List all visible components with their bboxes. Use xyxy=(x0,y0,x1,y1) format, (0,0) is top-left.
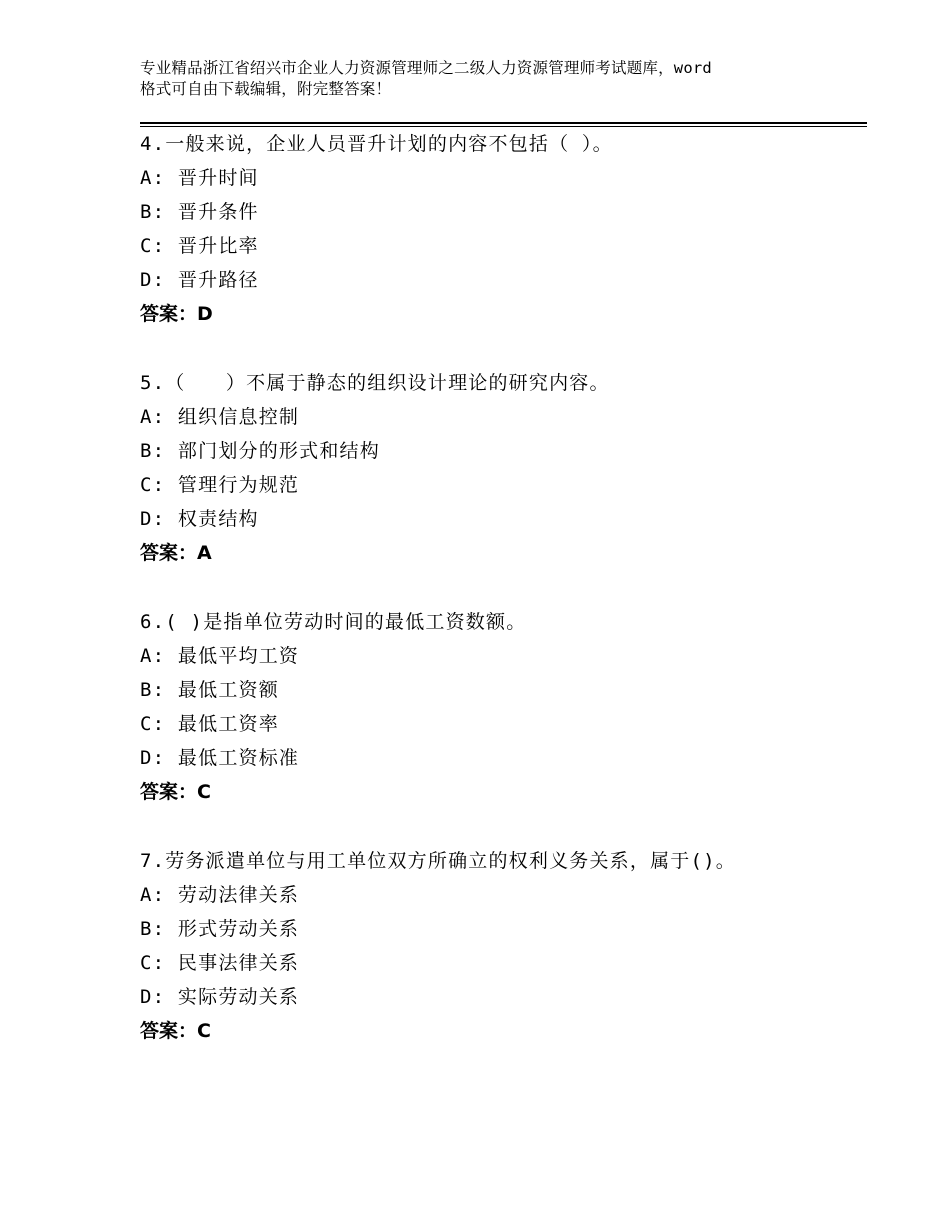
header-line-2: 格式可自由下载编辑，附完整答案！ xyxy=(140,80,392,98)
question-7 xyxy=(140,844,867,1048)
question-stem: 7.劳务派遣单位与用工单位双方所确立的权利义务关系，属于()。 xyxy=(140,850,736,872)
question-5 xyxy=(140,366,867,570)
answer-label: 答案：C xyxy=(140,1020,211,1042)
document-header xyxy=(140,58,840,100)
answer-label: 答案：A xyxy=(140,542,212,564)
option-c: C: 管理行为规范 xyxy=(140,474,300,496)
option-b: B: 最低工资额 xyxy=(140,679,279,701)
option-d: D: 晋升路径 xyxy=(140,269,259,291)
option-b: B: 晋升条件 xyxy=(140,201,259,223)
option-d: D: 权责结构 xyxy=(140,508,259,530)
question-stem: 4.一般来说，企业人员晋升计划的内容不包括（ ）。 xyxy=(140,133,613,155)
answer-label: 答案：C xyxy=(140,781,211,803)
option-b: B: 部门划分的形式和结构 xyxy=(140,440,380,462)
header-divider-thick xyxy=(140,122,867,124)
option-b: B: 形式劳动关系 xyxy=(140,918,300,940)
question-6 xyxy=(140,605,867,809)
answer-label: 答案：D xyxy=(140,303,213,325)
option-a: A: 晋升时间 xyxy=(140,167,259,189)
option-c: C: 晋升比率 xyxy=(140,235,259,257)
option-a: A: 劳动法律关系 xyxy=(140,884,300,906)
question-stem: 6.( )是指单位劳动时间的最低工资数额。 xyxy=(140,611,527,633)
option-a: A: 最低平均工资 xyxy=(140,645,300,667)
question-stem: 5.（ ）不属于静态的组织设计理论的研究内容。 xyxy=(140,372,610,394)
option-a: A: 组织信息控制 xyxy=(140,406,300,428)
header-line-1: 专业精品浙江省绍兴市企业人力资源管理师之二级人力资源管理师考试题库，word xyxy=(140,59,712,77)
option-c: C: 最低工资率 xyxy=(140,713,279,735)
option-c: C: 民事法律关系 xyxy=(140,952,300,974)
option-d: D: 最低工资标准 xyxy=(140,747,300,769)
option-d: D: 实际劳动关系 xyxy=(140,986,300,1008)
question-4 xyxy=(140,127,867,331)
